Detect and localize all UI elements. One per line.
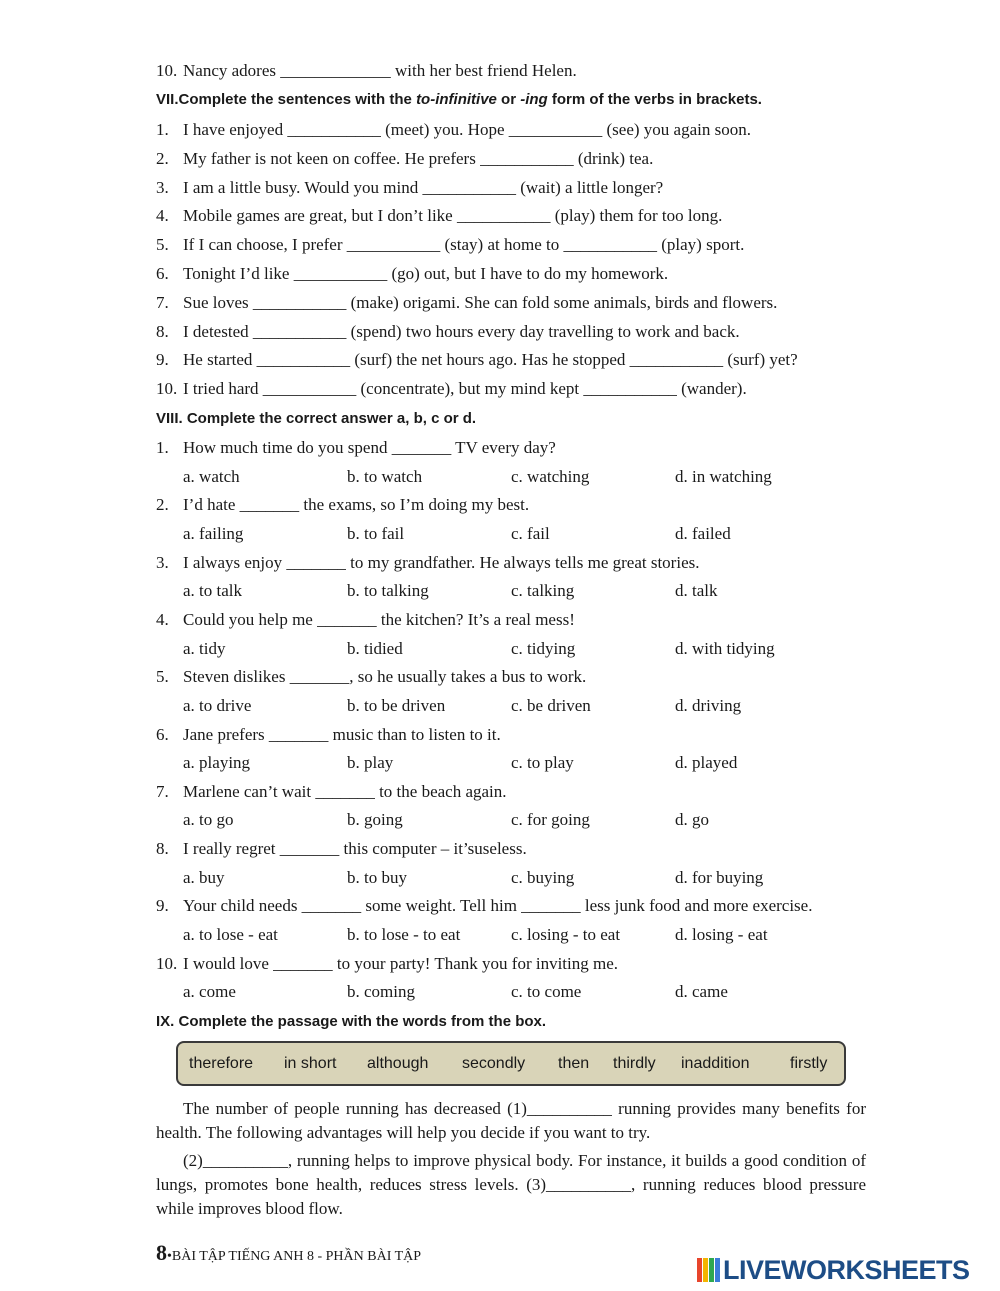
answer-option[interactable]: a. tidy bbox=[183, 638, 226, 658]
question-text: Jane prefers _______ music than to listen to it. bbox=[183, 724, 501, 744]
question-text: Could you help me _______ the kitchen? It’s a real mess! bbox=[183, 609, 575, 629]
question-text: Steven dislikes _______, so he usually takes a bus to work. bbox=[183, 667, 587, 687]
answer-option[interactable]: b. coming bbox=[347, 982, 415, 1002]
answer-option[interactable]: d. with tidying bbox=[675, 638, 775, 658]
item-text: I am a little busy. Would you mind ___________ (wait) a little longer? bbox=[183, 177, 664, 197]
answer-option[interactable]: c. losing - to eat bbox=[511, 925, 621, 944]
answer-option[interactable]: a. to talk bbox=[183, 581, 243, 601]
answer-option[interactable]: a. buy bbox=[183, 867, 225, 887]
answer-option[interactable]: d. losing - eat bbox=[675, 925, 768, 944]
answer-option[interactable]: d. in watching bbox=[675, 466, 772, 486]
item-text: I detested ___________ (spend) two hours every day travelling to work and back. bbox=[183, 321, 740, 341]
section-9-heading: IX. Complete the passage with the words from the box. bbox=[156, 1013, 547, 1030]
answer-option[interactable]: a. failing bbox=[183, 523, 244, 543]
item-number: 3. bbox=[156, 177, 169, 197]
section-8-heading: VIII. Complete the correct answer a, b, c or d. bbox=[156, 410, 477, 427]
answer-option[interactable]: c. be driven bbox=[511, 695, 591, 715]
answer-option[interactable]: d. for buying bbox=[675, 867, 764, 887]
answer-option[interactable]: b. to buy bbox=[347, 867, 407, 887]
answer-option[interactable]: d. go bbox=[675, 810, 709, 830]
item-number: 1. bbox=[156, 120, 169, 139]
question-text: I really regret _______ this computer – it’suseless. bbox=[183, 839, 527, 859]
answer-option[interactable]: a. come bbox=[183, 982, 236, 1002]
answer-option[interactable]: c. buying bbox=[511, 867, 575, 887]
question-text: I always enjoy _______ to my grandfather. He always tells me great stories. bbox=[183, 552, 700, 572]
answer-option[interactable]: a. to go bbox=[183, 810, 234, 830]
answer-option[interactable]: c. for going bbox=[511, 810, 590, 830]
question-text: Your child needs _______ some weight. Tell him _______ less junk food and more exercise. bbox=[183, 896, 813, 916]
logo-text: LIVEWORKSHEETS bbox=[723, 1255, 970, 1285]
question-number: 6. bbox=[156, 724, 169, 744]
word-box-item: thirdly bbox=[613, 1055, 656, 1072]
answer-option[interactable]: d. talk bbox=[675, 581, 718, 601]
item-text: I have enjoyed ___________ (meet) you. Hope ___________ (see) you again soon. bbox=[183, 120, 751, 139]
item-text: I tried hard ___________ (concentrate), but my mind kept ___________ (wander). bbox=[183, 379, 747, 399]
answer-option[interactable]: c. talking bbox=[511, 581, 575, 601]
question-number: 8. bbox=[156, 839, 169, 859]
word-box-item: in short bbox=[284, 1055, 337, 1072]
answer-option[interactable]: a. to drive bbox=[183, 695, 252, 715]
question-number: 4. bbox=[156, 609, 169, 629]
answer-option[interactable]: a. watch bbox=[183, 466, 240, 486]
item-text: He started ___________ (surf) the net hours ago. Has he stopped ___________ (surf) yet? bbox=[183, 350, 798, 370]
passage-paragraph-2: (2)__________, running helps to improve physical body. For instance, it builds a good condition of lungs, promotes bone health, reduces stress levels. (3)__________, running reduces blood pressure while improves blood flow. bbox=[156, 1151, 866, 1218]
word-box bbox=[176, 1041, 846, 1086]
item-number: 5. bbox=[156, 235, 169, 255]
word-box-item: inaddition bbox=[681, 1055, 750, 1072]
question-number: 10. bbox=[156, 953, 178, 973]
item-number: 7. bbox=[156, 292, 169, 312]
item-number: 10. bbox=[156, 379, 178, 399]
answer-option[interactable]: b. to watch bbox=[347, 466, 423, 486]
item-text: My father is not keen on coffee. He prefers ___________ (drink) tea. bbox=[183, 148, 654, 168]
item-number: 9. bbox=[156, 350, 169, 370]
question-number: 5. bbox=[156, 667, 169, 687]
question-number: 2. bbox=[156, 495, 169, 515]
word-box-item: firstly bbox=[790, 1055, 828, 1072]
answer-option[interactable]: c. watching bbox=[511, 466, 590, 486]
item-number: 6. bbox=[156, 264, 169, 283]
answer-option[interactable]: c. fail bbox=[511, 523, 550, 543]
item-text: If I can choose, I prefer ___________ (stay) at home to ___________ (play) sport. bbox=[183, 235, 745, 255]
question-text: I would love _______ to your party! Thank you for inviting me. bbox=[183, 953, 619, 973]
answer-option[interactable]: b. going bbox=[347, 810, 403, 830]
question-text: Marlene can’t wait _______ to the beach again. bbox=[183, 781, 507, 801]
answer-option[interactable]: b. to be driven bbox=[347, 695, 446, 715]
word-box-item: then bbox=[558, 1055, 590, 1072]
question-text: How much time do you spend _______ TV every day? bbox=[183, 438, 556, 457]
answer-option[interactable]: a. to lose - eat bbox=[183, 925, 278, 944]
answer-option[interactable]: c. tidying bbox=[511, 638, 576, 658]
answer-option[interactable]: a. playing bbox=[183, 753, 251, 773]
word-box-item: therefore bbox=[189, 1055, 254, 1072]
item-text: Mobile games are great, but I don’t like ___________ (play) them for too long. bbox=[183, 206, 723, 226]
item-number: 10. bbox=[156, 61, 178, 80]
answer-option[interactable]: c. to play bbox=[511, 753, 574, 773]
answer-option[interactable]: b. to talking bbox=[347, 581, 429, 601]
answer-option[interactable]: b. to lose - to eat bbox=[347, 925, 461, 944]
page-number: 8 bbox=[156, 1240, 167, 1265]
answer-option[interactable]: d. driving bbox=[675, 695, 742, 715]
section-7-heading: VII.Complete the sentences with the to-infinitive or -ing form of the verbs in brackets. bbox=[156, 91, 762, 108]
liveworksheets-logo-icon bbox=[697, 1258, 719, 1282]
question-text: I’d hate _______ the exams, so I’m doing my best. bbox=[183, 495, 530, 515]
word-box-item: although bbox=[367, 1055, 429, 1072]
question-number: 3. bbox=[156, 552, 169, 572]
answer-option[interactable]: b. tidied bbox=[347, 638, 403, 658]
answer-option[interactable]: b. play bbox=[347, 753, 394, 773]
item-text: Tonight I’d like ___________ (go) out, but I have to do my homework. bbox=[183, 264, 669, 283]
answer-option[interactable]: c. to come bbox=[511, 982, 582, 1002]
word-box-item: secondly bbox=[462, 1055, 526, 1072]
page-footer bbox=[156, 1240, 421, 1266]
question-number: 7. bbox=[156, 781, 169, 801]
book-title: •BÀI TẬP TIẾNG ANH 8 - PHẦN BÀI TẬP bbox=[167, 1249, 422, 1264]
answer-option[interactable]: d. played bbox=[675, 753, 738, 773]
answer-option[interactable]: d. came bbox=[675, 982, 728, 1002]
passage-paragraph-1: The number of people running has decreased (1)__________ running provides many benefits for health. The following advantages will help you decide if you want to try. bbox=[156, 1099, 866, 1142]
question-number: 9. bbox=[156, 896, 169, 916]
item-text: Sue loves ___________ (make) origami. She can fold some animals, birds and flowers. bbox=[183, 292, 778, 312]
item-text: Nancy adores _____________ with her best friend Helen. bbox=[183, 61, 577, 80]
question-number: 1. bbox=[156, 438, 169, 457]
item-number: 2. bbox=[156, 148, 169, 168]
answer-option[interactable]: d. failed bbox=[675, 523, 731, 543]
item-number: 8. bbox=[156, 321, 169, 341]
item-number: 4. bbox=[156, 206, 169, 226]
answer-option[interactable]: b. to fail bbox=[347, 523, 405, 543]
